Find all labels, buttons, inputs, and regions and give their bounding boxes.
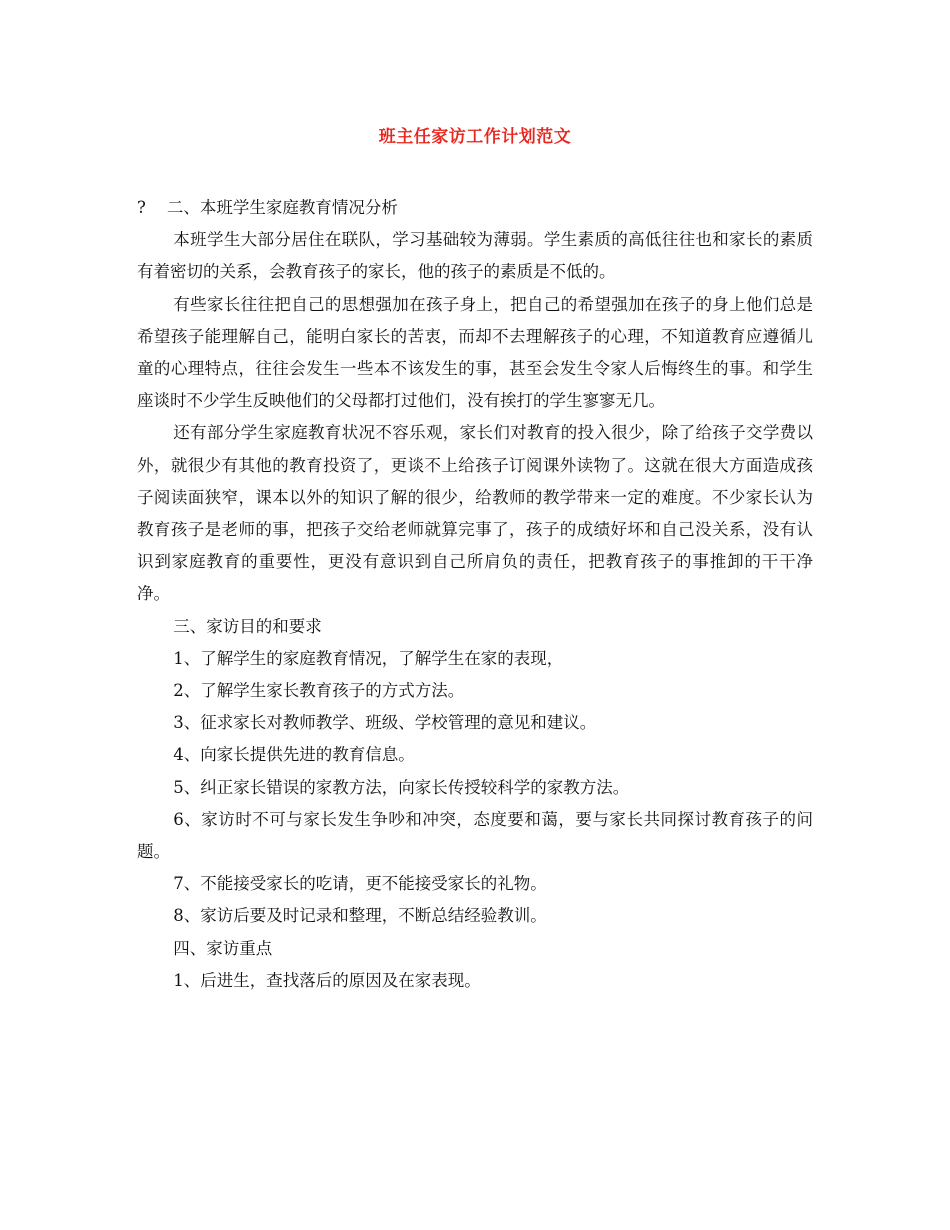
document-title: 班主任家访工作计划范文 [378, 127, 572, 147]
paragraph-education-investment: 还有部分学生家庭教育状况不容乐观，家长们对教育的投入很少，除了给孩子交学费以外，就很少有其他的教育投资了，更谈不上给孩子订阅课外读物了。这就在很大方面造成孩子阅读面狭窄，课本以外的知识了解的很少，给教师的教学带来一定的难度。不少家长认为教育孩子是老师的事，把孩子交给老师就算完事了，孩子的成绩好坏和自己没关系，没有认识到家庭教育的重要性，更没有意识到自己所肩负的责任，把教育孩子的事推卸的干干净净。 [137, 423, 813, 604]
document-body [137, 192, 813, 997]
section-heading-2: ? 二、本班学生家庭教育情况分析 [137, 198, 398, 217]
list-item-5: 5、纠正家长错误的家教方法，向家长传授较科学的家教方法。 [173, 777, 630, 797]
list-item-8: 8、家访后要及时记录和整理，不断总结经验教训。 [173, 906, 547, 926]
list-item-4: 4、向家长提供先进的教育信息。 [173, 745, 415, 765]
section-heading-4: 四、家访重点 [173, 938, 273, 958]
paragraph-parents-pressure: 有些家长往往把自己的思想强加在孩子身上，把自己的希望强加在孩子的身上他们总是希望孩子能理解自己，能明白家长的苦衷，而却不去理解孩子的心理，不知道教育应遵循儿童的心理特点，往往会发生一些本不该发生的事，甚至会发生令家人后悔终生的事。和学生座谈时不少学生反映他们的父母都打过他们，没有挨打的学生寥寥无几。 [137, 294, 813, 411]
list-item-3: 3、征求家长对教师教学、班级、学校管理的意见和建议。 [173, 713, 597, 733]
focus-item-1: 1、后进生，查找落后的原因及在家表现。 [173, 970, 481, 990]
list-item-7: 7、不能接受家长的吃请，更不能接受家长的礼物。 [173, 874, 547, 894]
list-item-6: 6、家访时不可与家长发生争吵和冲突，态度要和蔼，要与家长共同探讨教育孩子的问题。 [137, 809, 813, 862]
section-heading-3: 三、家访目的和要求 [173, 616, 322, 636]
list-item-2: 2、了解学生家长教育孩子的方式方法。 [173, 681, 465, 701]
list-item-1: 1、了解学生的家庭教育情况，了解学生在家的表现， [173, 648, 564, 668]
paragraph-intro: 本班学生大部分居住在联队，学习基础较为薄弱。学生素质的高低往往也和家长的素质有着密切的关系，会教育孩子的家长，他的孩子的素质是不低的。 [137, 230, 813, 282]
